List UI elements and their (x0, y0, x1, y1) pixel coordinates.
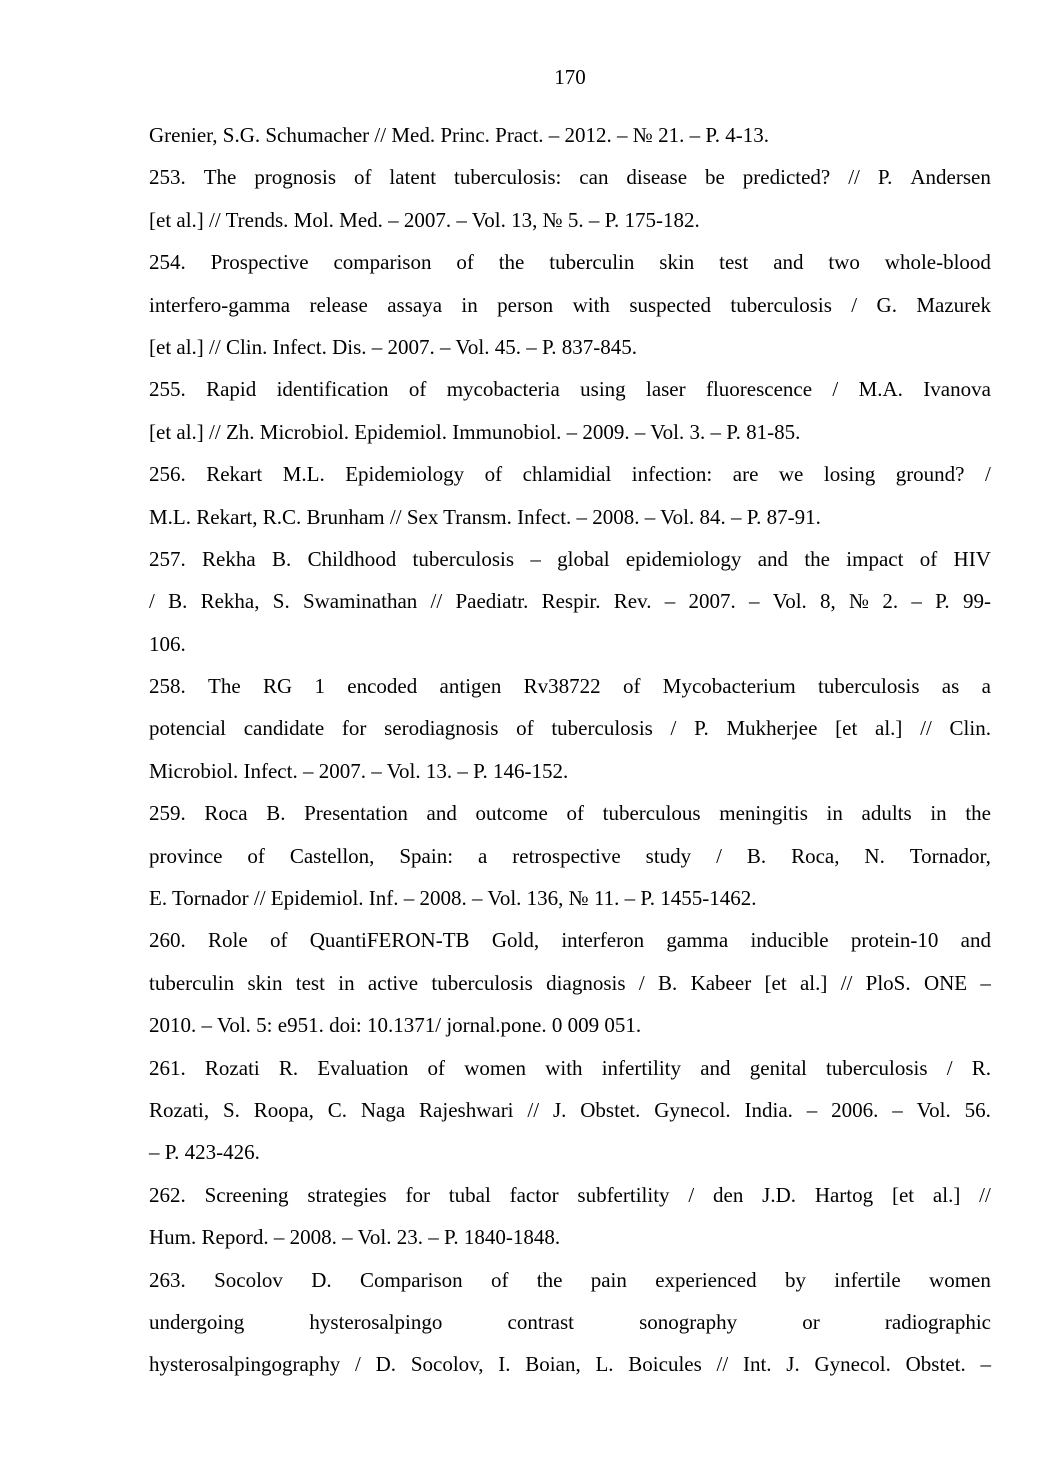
reference-word: active (367, 970, 419, 995)
reference-entry-start (149, 1174, 991, 1216)
reference-word: Presentation (304, 801, 408, 826)
reference-word: can (579, 165, 609, 190)
reference-word: inducible (750, 928, 829, 953)
reference-word: Boian, (525, 1352, 581, 1377)
reference-number: 258. (149, 674, 186, 699)
reference-word: / (946, 1055, 953, 1080)
reference-word: / (832, 377, 839, 402)
reference-word: protein-10 (850, 928, 939, 953)
reference-word: N. (864, 843, 885, 868)
reference-word: tuberculosis (431, 970, 533, 995)
reference-word: // (840, 970, 853, 995)
reference-word: 56. (964, 1097, 991, 1122)
reference-word: Castellon, (289, 843, 375, 868)
reference-word: // (848, 165, 860, 190)
reference-text: – P. 423-426. (149, 1140, 260, 1165)
reference-word: 2007. (688, 589, 736, 614)
reference-word: suspected (629, 292, 711, 317)
reference-word: Rozati, (149, 1097, 210, 1122)
reference-word: / (149, 589, 155, 614)
reference-word: study (645, 843, 692, 868)
reference-entry-start (149, 241, 991, 283)
reference-word: India. (744, 1097, 793, 1122)
reference-word: B. (272, 546, 292, 571)
reference-entry-start (149, 792, 991, 834)
reference-word: genital (749, 1055, 807, 1080)
reference-word: – (911, 589, 922, 614)
reference-word: mycobacteria (446, 377, 560, 402)
reference-word: women (929, 1267, 991, 1292)
reference-word: tuberculous (602, 801, 701, 826)
reference-word: tuberculosis (412, 546, 515, 571)
reference-word: strategies (307, 1182, 387, 1207)
reference-word: with (572, 292, 610, 317)
reference-word: for (405, 1182, 430, 1207)
reference-word: of (490, 1267, 509, 1292)
reference-word: of (427, 1055, 446, 1080)
reference-word: by (784, 1267, 806, 1292)
reference-word: Mycobacterium (662, 674, 796, 699)
reference-word: QuantiFERON-TB (309, 928, 470, 953)
reference-word: RG (263, 674, 293, 699)
reference-word: tuberculosis (730, 292, 832, 317)
reference-line (149, 1131, 991, 1173)
reference-word: in (461, 292, 478, 317)
reference-text: 2010. – Vol. 5: e951. doi: 10.1371/ jornal.pone. 0 009 051. (149, 1013, 642, 1038)
reference-word: M.A. (858, 377, 903, 402)
reference-word: and (773, 250, 804, 275)
reference-word: hysterosalpingo (309, 1309, 443, 1334)
reference-word: Kabeer (690, 970, 752, 995)
reference-word: two (828, 250, 860, 275)
reference-word: // (527, 1097, 540, 1122)
reference-word: in (826, 801, 843, 826)
reference-entry-start (149, 453, 991, 495)
reference-word: Hartog (814, 1182, 874, 1207)
reference-word: 1 (314, 674, 325, 699)
reference-word: the (804, 546, 830, 571)
reference-word: tuberculosis (551, 716, 653, 741)
reference-word: / (851, 292, 858, 317)
reference-word: outcome (475, 801, 548, 826)
reference-word: or (802, 1309, 820, 1334)
reference-word: the (536, 1267, 563, 1292)
reference-word: P. (694, 716, 709, 741)
reference-word: – (664, 589, 676, 614)
reference-entry-start (149, 538, 991, 580)
reference-word: Roopa, (253, 1097, 314, 1122)
reference-word: tuberculosis (818, 674, 920, 699)
reference-word: tuberculosis (826, 1055, 928, 1080)
reference-word: and (700, 1055, 731, 1080)
reference-word: radiographic (884, 1309, 991, 1334)
reference-word: province (149, 843, 223, 868)
reference-word: of (566, 801, 584, 826)
reference-entry-start (149, 1047, 991, 1089)
reference-word: a (981, 674, 991, 699)
reference-word: contrast (507, 1309, 574, 1334)
reference-number: 253. (149, 165, 186, 190)
reference-line (149, 496, 991, 538)
reference-word: Paediatr. (455, 589, 529, 614)
reference-number: 262. (149, 1182, 186, 1207)
reference-word: HIV (953, 546, 991, 571)
reference-line (149, 1343, 991, 1385)
reference-word: R. (278, 1055, 299, 1080)
reference-word: diagnosis (546, 970, 626, 995)
reference-word: test (719, 250, 749, 275)
reference-word: assaya (387, 292, 443, 317)
reference-word: Ivanova (923, 377, 991, 402)
reference-word: al.] (932, 1182, 961, 1207)
reference-word: whole-blood (884, 250, 991, 275)
reference-word: infection: (631, 462, 713, 487)
reference-word: Gynecol. (654, 1097, 731, 1122)
reference-word: we (778, 462, 804, 487)
reference-word: D. (375, 1352, 397, 1377)
reference-word: release (309, 292, 368, 317)
reference-word: skin (659, 250, 695, 275)
reference-word: – (980, 970, 991, 995)
reference-word: skin (247, 970, 283, 995)
reference-word: and (960, 928, 991, 953)
reference-word: chlamidial (522, 462, 612, 487)
reference-word: the (965, 801, 991, 826)
page-number: 170 (554, 65, 586, 89)
reference-word: of (353, 165, 372, 190)
reference-word: Rekart (206, 462, 263, 487)
reference-word: ground? (895, 462, 965, 487)
reference-word: Rv38722 (523, 674, 601, 699)
reference-word: P. (935, 589, 950, 614)
reference-word: Prospective (210, 250, 309, 275)
reference-word: hysterosalpingography (149, 1352, 341, 1377)
reference-word: Mazurek (916, 292, 991, 317)
reference-word: candidate (243, 716, 325, 741)
reference-word: Epidemiology (345, 462, 465, 487)
reference-text: Hum. Repord. – 2008. – Vol. 23. – P. 1840-1848. (149, 1225, 561, 1250)
reference-word: test (295, 970, 325, 995)
reference-word: B. (266, 801, 286, 826)
reference-line (149, 962, 991, 1004)
reference-word: Boicules (628, 1352, 702, 1377)
reference-list (149, 114, 991, 1386)
reference-word: Obstet. (905, 1352, 966, 1377)
reference-word: S. (222, 1097, 240, 1122)
reference-word: al.] (799, 970, 828, 995)
reference-entry-start (149, 665, 991, 707)
reference-word: of (269, 928, 288, 953)
reference-word: undergoing (149, 1309, 245, 1334)
reference-word: // (979, 1182, 991, 1207)
reference-word: losing (823, 462, 876, 487)
reference-word: – (892, 1097, 903, 1122)
reference-word: Evaluation (317, 1055, 409, 1080)
reference-text: [et al.] // Zh. Microbiol. Epidemiol. Immunobiol. – 2009. – Vol. 3. – P. 81-85. (149, 419, 801, 444)
reference-word: with (545, 1055, 583, 1080)
reference-word: global (557, 546, 610, 571)
reference-word: Vol. (916, 1097, 951, 1122)
reference-word: Int. (742, 1352, 772, 1377)
reference-word: latent (389, 165, 437, 190)
reference-word: // (430, 589, 443, 614)
reference-word: [et (891, 1182, 915, 1207)
reference-word: as (941, 674, 960, 699)
reference-word: D. (311, 1267, 332, 1292)
reference-line (149, 1089, 991, 1131)
reference-word: J. (552, 1097, 567, 1122)
reference-text: [et al.] // Clin. Infect. Dis. – 2007. – Vol. 45. – P. 837-845. (149, 334, 638, 359)
reference-word: laser (645, 377, 686, 402)
reference-word: tuberculin (549, 250, 635, 275)
reference-word: C. (327, 1097, 347, 1122)
reference-text: [et al.] // Trends. Mol. Med. – 2007. – Vol. 13, № 5. – P. 175-182. (149, 207, 700, 232)
reference-word: Spain: (399, 843, 454, 868)
reference-word: of (456, 250, 474, 275)
reference-text: E. Tornador // Epidemiol. Inf. – 2008. – Vol. 136, № 11. – P. 1455-1462. (149, 886, 757, 911)
reference-word: [et (835, 716, 858, 741)
reference-word: person (497, 292, 554, 317)
reference-word: Mukherjee (726, 716, 818, 741)
reference-word: gamma (666, 928, 729, 953)
reference-number: 263. (149, 1267, 186, 1292)
reference-word: Roca, (791, 843, 840, 868)
reference-word: prognosis (254, 165, 336, 190)
reference-word: serodiagnosis (384, 716, 499, 741)
reference-word: Socolov, (410, 1352, 484, 1377)
reference-word: I. (498, 1352, 511, 1377)
reference-word: J. (786, 1352, 800, 1377)
reference-word: – (806, 1097, 818, 1122)
reference-number: 254. (149, 250, 186, 275)
reference-line (149, 707, 991, 749)
reference-number: 255. (149, 377, 186, 402)
reference-word: of (919, 546, 938, 571)
reference-word: experienced (655, 1267, 757, 1292)
reference-word: the (498, 250, 525, 275)
reference-word: antigen (439, 674, 502, 699)
reference-word: Gold, (491, 928, 540, 953)
reference-word: Childhood (307, 546, 397, 571)
reference-word: G. (876, 292, 897, 317)
reference-word: B. (657, 970, 678, 995)
reference-word: Roca (204, 801, 248, 826)
reference-word: identification (276, 377, 389, 402)
reference-word: infertile (834, 1267, 901, 1292)
reference-word: P. (877, 165, 893, 190)
reference-text: Grenier, S.G. Schumacher // Med. Princ. Pract. – 2012. – № 21. – P. 4-13. (149, 123, 769, 147)
reference-word: comparison (333, 250, 432, 275)
reference-line (149, 580, 991, 622)
reference-word: Swaminathan (302, 589, 418, 614)
reference-word: are (732, 462, 759, 487)
reference-text: 106. (149, 631, 186, 656)
reference-number: 261. (149, 1055, 186, 1080)
reference-word: Rajeshwari (419, 1097, 514, 1122)
reference-word: PloS. (865, 970, 911, 995)
reference-word: – (748, 589, 760, 614)
reference-word: potencial (149, 716, 226, 741)
reference-word: retrospective (512, 843, 621, 868)
reference-word: – (530, 546, 541, 571)
reference-word: sonography (639, 1309, 738, 1334)
reference-number: 259. (149, 801, 186, 826)
reference-word: / (985, 462, 991, 487)
reference-word: Naga (360, 1097, 406, 1122)
reference-word: of (622, 674, 641, 699)
reference-number: 256. (149, 462, 186, 487)
reference-text: M.L. Rekart, R.C. Brunham // Sex Transm. Infect. – 2008. – Vol. 84. – P. 87-91. (149, 504, 821, 529)
reference-word: subfertility (577, 1182, 670, 1207)
reference-word: Screening (204, 1182, 289, 1207)
reference-word: R. (971, 1055, 991, 1080)
reference-word: tuberculosis: (454, 165, 562, 190)
reference-line (149, 114, 991, 156)
reference-word: Socolov (214, 1267, 283, 1292)
reference-word: / (355, 1352, 361, 1377)
reference-word: a (477, 843, 488, 868)
reference-word: Role (208, 928, 248, 953)
reference-word: B. (168, 589, 188, 614)
reference-word: epidemiology (625, 546, 742, 571)
reference-word: in (338, 970, 355, 995)
reference-word: den (713, 1182, 744, 1207)
reference-word: predicted? (742, 165, 831, 190)
reference-word: Rozati (204, 1055, 260, 1080)
reference-word: disease (626, 165, 688, 190)
reference-word: Respir. (541, 589, 601, 614)
reference-line (149, 1216, 991, 1258)
reference-number: 257. (149, 546, 186, 571)
reference-word: M.L. (282, 462, 325, 487)
reference-entry-start (149, 1259, 991, 1301)
reference-entry-start (149, 368, 991, 410)
reference-word: be (705, 165, 725, 190)
reference-word: Gynecol. (814, 1352, 891, 1377)
reference-word: The (208, 674, 241, 699)
reference-word: The (203, 165, 237, 190)
reference-word: 8, (820, 589, 836, 614)
reference-word: B. (746, 843, 767, 868)
reference-word: interfero-gamma (149, 292, 291, 317)
reference-word: Rekha, (200, 589, 260, 614)
reference-entry-start (149, 919, 991, 961)
reference-text: Microbiol. Infect. – 2007. – Vol. 13. – P. 146-152. (149, 758, 569, 783)
reference-line (149, 877, 991, 919)
reference-word: of (247, 843, 265, 868)
reference-word: L. (595, 1352, 614, 1377)
reference-word: and (426, 801, 457, 826)
reference-word: adults (861, 801, 912, 826)
reference-word: tuberculin (149, 970, 235, 995)
reference-word: / (670, 716, 677, 741)
reference-line (149, 750, 991, 792)
reference-word: encoded (347, 674, 418, 699)
reference-word: Vol. (772, 589, 807, 614)
reference-line (149, 284, 991, 326)
reference-word: interferon (561, 928, 645, 953)
reference-word: S. (272, 589, 290, 614)
reference-word: of (516, 716, 534, 741)
reference-line (149, 199, 991, 241)
reference-word: al.] (875, 716, 903, 741)
reference-word: 2006. (831, 1097, 879, 1122)
reference-word: J.D. (762, 1182, 796, 1207)
reference-word: Andersen (910, 165, 991, 190)
reference-word: // (920, 716, 932, 741)
reference-word: Tornador, (909, 843, 991, 868)
reference-word: and (757, 546, 789, 571)
reference-word: / (638, 970, 645, 995)
reference-line (149, 623, 991, 665)
reference-word: Rapid (206, 377, 257, 402)
reference-word: // (716, 1352, 729, 1377)
reference-word: in (930, 801, 947, 826)
reference-word: [et (764, 970, 787, 995)
reference-word: 99- (962, 589, 991, 614)
reference-word: ONE (923, 970, 968, 995)
reference-word: infertility (601, 1055, 682, 1080)
reference-word: Clin. (949, 716, 991, 741)
reference-word: meningitis (719, 801, 808, 826)
reference-line (149, 835, 991, 877)
reference-word: factor (509, 1182, 559, 1207)
reference-word: / (688, 1182, 695, 1207)
reference-word: of (484, 462, 503, 487)
reference-word: № (849, 589, 870, 614)
reference-word: of (408, 377, 427, 402)
reference-word: women (464, 1055, 527, 1080)
reference-word: Rev. (613, 589, 652, 614)
reference-line (149, 411, 991, 453)
reference-word: Rekha (202, 546, 256, 571)
reference-word: impact (846, 546, 904, 571)
reference-word: Obstet. (580, 1097, 641, 1122)
reference-line (149, 1301, 991, 1343)
reference-word: / (716, 843, 722, 868)
reference-number: 260. (149, 928, 186, 953)
reference-line (149, 1004, 991, 1046)
reference-word: – (980, 1352, 991, 1377)
reference-word: 2. (882, 589, 899, 614)
reference-word: pain (590, 1267, 627, 1292)
reference-line (149, 326, 991, 368)
reference-word: Comparison (359, 1267, 463, 1292)
reference-word: tubal (448, 1182, 491, 1207)
reference-word: for (341, 716, 367, 741)
reference-word: using (580, 377, 626, 402)
reference-word: fluorescence (705, 377, 813, 402)
reference-entry-start (149, 156, 991, 198)
